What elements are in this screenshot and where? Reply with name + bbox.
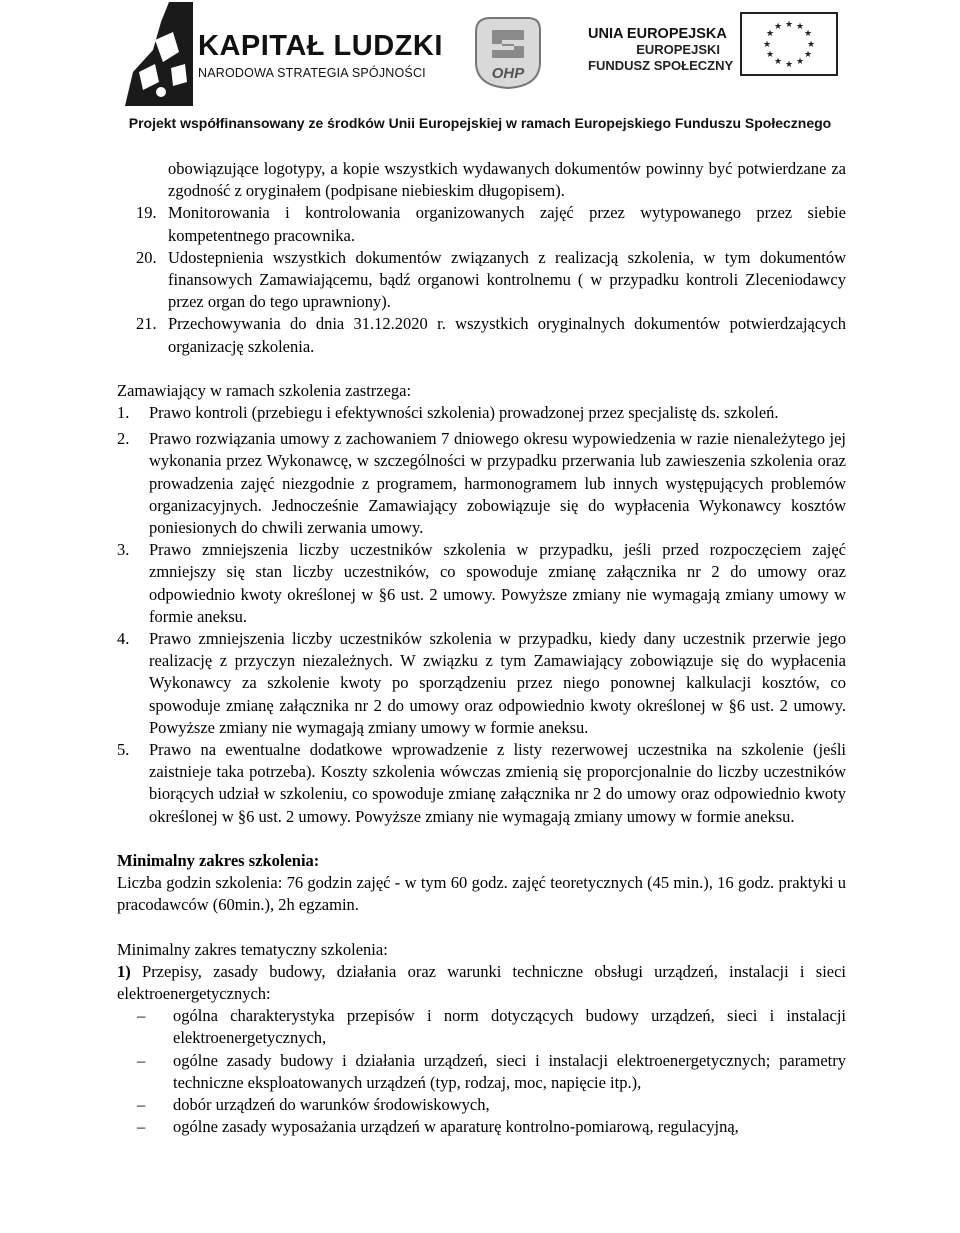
svg-text:★: ★ xyxy=(773,22,783,32)
svg-text:★: ★ xyxy=(795,22,805,32)
eu-fund-line1: EUROPEJSKI xyxy=(636,42,720,57)
list-item-text: Monitorowania i kontrolowania organizowanych zajęć przez wytypowanego przez siebie kompetentnego pracownika. xyxy=(168,203,846,245)
reserve-heading: Zamawiający w ramach szkolenia zastrzega: xyxy=(117,380,412,400)
svg-text:★: ★ xyxy=(795,57,805,67)
svg-text:★: ★ xyxy=(765,29,775,39)
page-header xyxy=(0,0,960,140)
dash-item-text: ogólne zasady budowy i działania urządzeń, sieci i instalacji elektroenergetycznych; parametry techniczne eksploatowanych urządzeń (typ, rodzaj, moc, napięcie itp.), xyxy=(173,1050,846,1092)
svg-text:★: ★ xyxy=(765,50,775,60)
dash-mark: – xyxy=(137,1094,146,1114)
svg-text:★: ★ xyxy=(806,40,816,50)
list-item-number: 4. xyxy=(117,629,130,649)
svg-text:★: ★ xyxy=(773,57,783,67)
kl-logo-title: KAPITAŁ LUDZKI xyxy=(198,30,443,62)
svg-text:★: ★ xyxy=(803,50,813,60)
document-body xyxy=(117,158,846,1138)
list-item-text: Prawo rozwiązania umowy z zachowaniem 7 dniowego okresu wypowiedzenia w razie nienależytego jej wykonania przez Wykonawcę, w szczególności w przypadku przerwania lub zawieszenia szkolenia oraz prowadzenia zajęć niezgodnie z programem, harmonogramem lub innych występujących problemów organizacyjnych. Jednocześnie Zamawiający zobowiązuje się do wypłacenia Wykonawcy kosztów poniesionych do chwili zerwania umowy. xyxy=(149,429,846,538)
list-item-text: Prawo zmniejszenia liczby uczestników szkolenia w przypadku, jeśli przed rozpoczęciem zajęć zmniejszy się stan liczby uczestników, co spowoduje zmianę załącznika nr 2 do umowy oraz odpowiednio kwoty określonej w §6 ust. 2 umowy. Powyższe zmiany nie wymagają zmiany umowy w formie aneksu. xyxy=(149,540,846,626)
ohp-logo-icon xyxy=(470,14,546,90)
list-item-number: 5. xyxy=(117,740,130,760)
dash-item-text: dobór urządzeń do warunków środowiskowych, xyxy=(173,1094,490,1114)
dash-list-item xyxy=(117,1050,846,1094)
topic-scope-heading: Minimalny zakres tematyczny szkolenia: xyxy=(117,939,388,959)
dash-item-text: ogólne zasady wyposażania urządzeń w aparaturę kontrolno-pomiarową, regulacyjną, xyxy=(173,1117,739,1137)
ohp-logo-text: OHP xyxy=(491,65,525,82)
list-item xyxy=(117,402,846,424)
svg-text:★: ★ xyxy=(784,60,794,70)
list-item xyxy=(117,539,846,628)
list-item-number: 3. xyxy=(117,540,130,560)
list-item-text: Prawo na ewentualne dodatkowe wprowadzenie z listy rezerwowej uczestnika na szkolenie (jeśli zaistnieje taka potrzeba). Koszty szkolenia wówczas zmienią się proporcjonalnie do liczby uczestników biorących udział w szkoleniu, co spowoduje zmianę załącznika nr 2 do umowy oraz odpowiednio kwoty określonej w §6 ust. 2 umowy. Powyższe zmiany nie wymagają zmiany umowy w formie aneksu. xyxy=(149,740,846,826)
list-item-number: 20. xyxy=(136,247,157,267)
svg-text:★: ★ xyxy=(784,20,794,30)
list-item-18-continued xyxy=(117,158,846,202)
svg-text:★: ★ xyxy=(762,40,772,50)
min-scope-heading xyxy=(117,850,846,872)
list-item xyxy=(117,739,846,828)
dash-mark: – xyxy=(137,1006,146,1026)
list-item-text: obowiązujące logotypy, a kopie wszystkich wydawanych dokumentów powinny być potwierdzane za zgodność z oryginałem (podpisane niebieskim długopisem). xyxy=(168,159,846,201)
list-item-number: 1. xyxy=(117,403,130,423)
list-item-text: Udostepnienia wszystkich dokumentów związanych z realizacją szkolenia, w tym dokumentów finansowych Zamawiającemu, bądź organowi kontrolnemu ( w przypadku kontroli Zleceniodawcy przez organ do tego uprawniony). xyxy=(168,247,846,312)
dash-mark: – xyxy=(137,1117,146,1137)
list-item-text: Prawo zmniejszenia liczby uczestników szkolenia w przypadku, kiedy dany uczestnik przerwie jego realizację z przyczyn niezależnych. W związku z tym Zamawiający zobowiązuje się do wypłacenia Wykonawcy za szkolenie kwoty po sporządzeniu przez niego ponownej kalkulacji kosztów, co spowoduje zmianę załącznika nr 2 do umowy oraz odpowiednio kwoty określonej w §6 ust. 2 umowy. Powyższe zmiany nie wymagają zmiany umowy w formie aneksu. xyxy=(149,629,846,737)
list-item xyxy=(117,628,846,739)
list-item xyxy=(117,428,846,539)
kapital-ludzki-logo-icon xyxy=(125,2,193,106)
eu-flag-icon xyxy=(740,12,838,76)
svg-text:★: ★ xyxy=(803,29,813,39)
eu-logo-text xyxy=(588,26,733,74)
project-cofinancing-line: Projekt współfinansowany ze środków Unii Europejskiej w ramach Europejskiego Funduszu Społecznego xyxy=(128,115,832,131)
dash-mark: – xyxy=(137,1050,146,1070)
min-scope-text: Liczba godzin szkolenia: 76 godzin zajęć - w tym 60 godz. zajęć teoretycznych (45 min.), 16 godz. praktyki u pracodawców (60min.), 2h egzamin. xyxy=(117,873,846,915)
list-item-number: 19. xyxy=(136,203,157,223)
list-item xyxy=(117,202,846,246)
list-item-number: 2. xyxy=(117,429,130,449)
dash-list-item xyxy=(117,1116,846,1138)
eu-fund-line2: FUNDUSZ SPOŁECZNY xyxy=(588,58,734,73)
kl-logo-subtitle: NARODOWA STRATEGIA SPÓJNOŚCI xyxy=(198,66,426,80)
min-scope-heading-text: Minimalny zakres szkolenia: xyxy=(117,850,320,870)
list-item xyxy=(117,247,846,314)
topic-item xyxy=(117,961,846,1005)
dash-list-item xyxy=(117,1005,846,1049)
dash-item-text: ogólna charakterystyka przepisów i norm dotyczących budowy urządzeń, sieci i instalacji elektroenergetycznych, xyxy=(173,1006,846,1048)
list-item-number: 21. xyxy=(136,314,157,334)
list-item xyxy=(117,313,846,357)
topic-item-text: Przepisy, zasady budowy, działania oraz warunki techniczne obsługi urządzeń, instalacji i sieci elektroenergetycznych: xyxy=(117,961,847,1003)
topic-item-number: 1) xyxy=(117,961,131,981)
eu-title: UNIA EUROPEJSKA xyxy=(588,26,727,42)
list-item-text: Przechowywania do dnia 31.12.2020 r. wszystkich oryginalnych dokumentów potwierdzających organizację szkolenia. xyxy=(168,314,846,356)
dash-list-item xyxy=(117,1094,846,1116)
list-item-text: Prawo kontroli (przebiegu i efektywności szkolenia) prowadzonej przez specjalistę ds. szkoleń. xyxy=(149,403,779,423)
